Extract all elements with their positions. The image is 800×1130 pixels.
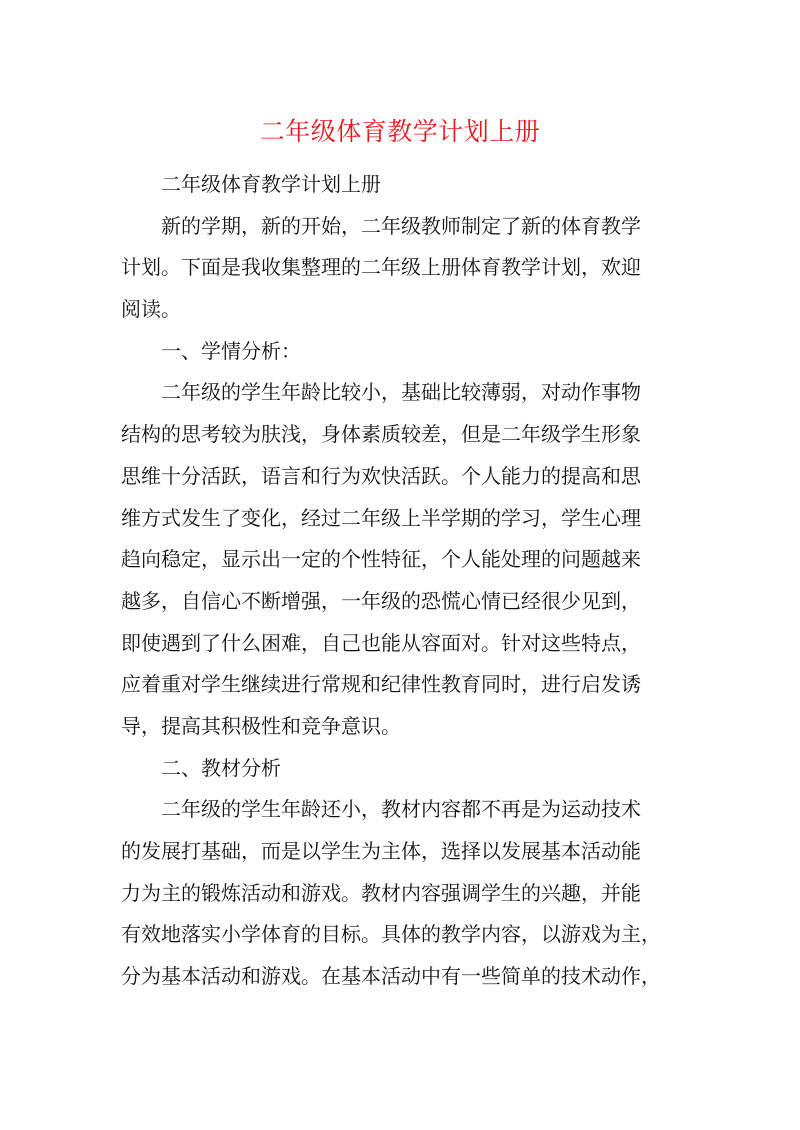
learning-analysis-paragraph bbox=[121, 372, 681, 747]
text-line: 计划。下面是我收集整理的二年级上册体育教学计划，欢迎 bbox=[121, 255, 641, 280]
text-line: 结构的思考较为肤浅，身体素质较差，但是二年级学生形象 bbox=[121, 422, 641, 447]
text-line: 分为基本活动和游戏。在基本活动中有一些简单的技术动作， bbox=[121, 964, 661, 989]
text-line: 有效地落实小学体育的目标。具体的教学内容，以游戏为主， bbox=[121, 922, 661, 947]
section-heading-material-analysis bbox=[121, 748, 681, 790]
text-line: 阅读。 bbox=[121, 297, 181, 322]
text-line: 维方式发生了变化，经过二年级上半学期的学习，学生心理 bbox=[121, 505, 641, 530]
intro-paragraph bbox=[121, 206, 681, 331]
text-line: 即使遇到了什么困难，自己也能从容面对。针对这些特点， bbox=[121, 630, 641, 655]
text-line: 越多，自信心不断增强，一年级的恐慌心情已经很少见到， bbox=[121, 588, 641, 613]
text-line: 思维十分活跃，语言和行为欢快活跃。个人能力的提高和思 bbox=[121, 463, 641, 488]
document-body bbox=[121, 164, 681, 998]
material-analysis-paragraph bbox=[121, 789, 681, 997]
section-heading: 一、学情分析： bbox=[161, 338, 301, 363]
section-heading-learning-analysis bbox=[121, 331, 681, 373]
text-line: 力为主的锻炼活动和游戏。教材内容强调学生的兴趣，并能 bbox=[121, 880, 641, 905]
subtitle-paragraph bbox=[121, 164, 681, 206]
text-line: 应着重对学生继续进行常规和纪律性教育同时，进行启发诱 bbox=[121, 672, 641, 697]
text-line: 趋向稳定，显示出一定的个性特征，个人能处理的问题越来 bbox=[121, 547, 641, 572]
text-line: 二年级体育教学计划上册 bbox=[161, 172, 381, 196]
section-heading: 二、教材分析 bbox=[161, 755, 281, 780]
text-line: 的发展打基础，而是以学生为主体，选择以发展基本活动能 bbox=[121, 839, 641, 863]
text-line: 新的学期，新的开始，二年级教师制定了新的体育教学 bbox=[161, 213, 641, 238]
text-line: 导，提高其积极性和竞争意识。 bbox=[121, 713, 401, 738]
text-line: 二年级的学生年龄比较小，基础比较薄弱，对动作事物 bbox=[161, 380, 641, 405]
document-title: 二年级体育教学计划上册 bbox=[259, 117, 541, 146]
text-line: 二年级的学生年龄还小，教材内容都不再是为运动技术 bbox=[161, 797, 641, 822]
